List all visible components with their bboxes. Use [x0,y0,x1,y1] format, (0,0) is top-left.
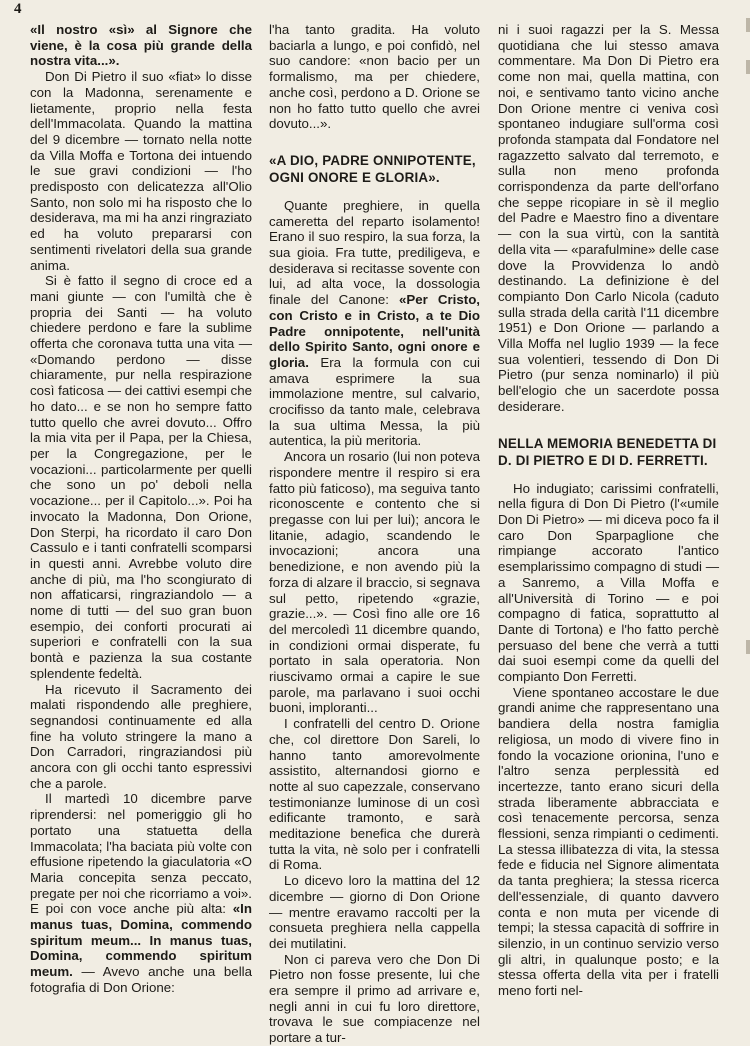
paragraph: Non ci pareva vero che Don Di Pietro non fosse presente, lui che era sempre il primo ad arrivare e, negli anni in cui fu loro direttore, trovava le sue compiacenze nel portare a tur- [269,951,480,1046]
opening-quote-text: «Il nostro «sì» al Signore che viene, è la cosa più grande della nostra vita...». [30,22,252,69]
paragraph: ni i suoi ragazzi per la S. Messa quotidiana che lui stesso amava commentare. Ma Don Di Pietro era come non mai, quella mattina, con noi, e sentivamo tanto vicino anche Don Orione mentre ci veniva così spontaneo indugiare sull'orma così profonda stampata dal Fondatore nel ragazzetto salvato dal terremoto, e sulla non meno profonda corrispondenza da parte dell'orfano che seppe ricopiare in sè il meglio del Padre e Maestro fino a diventare — con la sua virtù, con la santità della vita — «parafulmine» delle case dove la Provvidenza lo andò destinando. La definizione è del compianto Don Carlo Nicola (caduto sulla strada della carità l'11 dicembre 1951) e Don Orione — parlando a Villa Moffa nel luglio 1939 — la fece sua volentieri, tessendo di Don Di Pietro (pur senza nominarlo) il più bell'elogio che un sacerdote possa desiderare. [498,22,720,414]
paragraph: Don Di Pietro il suo «fiat» lo disse con la Madonna, serenamente e lietamente, proprio nella festa dell'Immacolata. Quando la mattina del 9 dicembre — tornato nella notte da Villa Moffa e Tortona dei intuendo le sue gravi condizioni — l'ho predisposto con delicatezza all'Olio Santo, non solo mi ha risposto che lo desiderava, ma mi ha anzi ringraziato ed ha voluto prepararsi con sentimenti rivelatori della sua grande anima. [30,69,252,273]
article-column-2 [269,22,480,1046]
section-heading: «A DIO, PADRE ONNIPOTENTE, OGNI ONORE E GLORIA». [269,152,476,185]
paragraph: Ho indugiato; carissimi confratelli, nella figura di Don Di Pietro (l'«umile Don Di Pietro» — mi diceva poco fa il caro Don Sparpaglione che rimpiange accorato l'antico esemplarissimo compagno di studi — a Sanremo, a Villa Moffa e all'Università di Torino — e poi compagno di fatica, soprattutto al Dante di Tortona) e l'ho fatto perchè persuaso del bene che verrà a tutti dai suoi esempi come da quelli del compianto Don Ferretti. [498,480,719,685]
paragraph-text: Era la formula con cui amava esprimere la sua immolazione mentre, sul calvario, crocifisso da tanto male, celebrava la sua ultima Messa, la più autentica, la più meritoria. [269,354,480,449]
paragraph [269,198,480,449]
paragraph: l'ha tanto gradita. Ha voluto baciarla a lungo, e poi confidò, nel suo candore: «non bacio per un formalismo, ma per chiedere, anche così, perdono a D. Orione se non ho fatto tutto quello che avrei dovuto...». [269,22,480,132]
article-column-1 [30,22,252,996]
page-number: 4 [14,1,22,17]
paragraph: Viene spontaneo accostare le due grandi anime che rappresentano una bandiera della nostra famiglia religiosa, un modo di vivere fino in fondo la vocazione orionina, l'uno e l'altro senza perplessità ed incertezze, tanto erano sicuri della strada liberamente abbracciata e così tenacemente percorsa, senza flessioni, senza rimpianti o cedimenti. La stessa illibatezza di vita, la stessa fede e fiducia nel Signore alimentata da tanta preghiera; la stessa ricerca dell'essenziale, di quanto davvero conta e non muta per vicende di tempi; la stessa capacità di soffrire in silenzio, in un continuo servizio verso gli altri, in qualunque posto; e la stessa offerta della vita per i fratelli meno forti nel- [498,684,719,999]
page-edge-mark [746,640,750,654]
paragraph: I confratelli del centro D. Orione che, col direttore Don Sareli, lo hanno tanto amorevolmente assistito, alternandosi giorno e notte al suo capezzale, conservano testimonianze luminose di un così edificante tramonto, e sarà meditazione benefica che durerà tutta la vita, nè solo per i confratelli di Roma. [269,716,480,873]
opening-quote [30,22,252,69]
article-column-3 [498,22,719,999]
paragraph-text: — Avevo anche una bella fotografia di Don Orione: [30,964,252,995]
paragraph-text: Quante preghiere, in quella cameretta del reparto isolamento! Erano il suo respiro, la sua forza, la sua gioia. Fra tutte, prediligeva, e desiderava si recitasse sovente con lui, ad alta voce, la dossologia finale del Canone: [269,197,480,308]
paragraph: Si è fatto il segno di croce ed a mani giunte — con l'umiltà che è propria dei Santi — ha voluto chiedere perdono e fare la sublime offerta che coronava tutta una vita — «Domando perdono — disse chiaramente, pur nella respirazione così faticosa — dei cattivi esempi che ho dato... e se non ho sempre fatto tutto quello che avrei dovuto... Offro la mia vita per il Papa, per la Chiesa, per la Congregazione, per le vocazioni... particolarmente per quelli che sono un po' deboli nella vocazione... per il Capitolo...». Poi ha invocato la Madonna, Don Orione, Don Sterpi, ha ricordato il caro Don Cassulo e i tanti confratelli scomparsi in questi anni. Avrebbe voluto dire anche di più, ma l'ho scongiurato di non affaticarsi, ringraziandolo — a nome di tutti — del suo gran buon esempio, dei conforti procurati ai superiori e confratelli con la sua bontà e pazienza la sua costante splendente fedeltà. [30,273,252,681]
paragraph: Ancora un rosario (lui non poteva rispondere mentre il respiro si era fatto più faticoso), ma seguiva tanto riconoscente e contento che si pregasse con lui per lui); ancora le litanie, adagio, scandendo le invocazioni; ancora una benedizione, e non avendo più la forza di alzare il braccio, si segnava sul petto, ripetendo «grazie, grazie...». — Così fino alle ore 16 del mercoledì 11 dicembre quando, in condizioni ormai disperate, fu portato in sala operatoria. Non riuscivamo ormai a capire le sue parole, ma parlavano i suoi occhi buoni, imploranti... [269,449,480,716]
paragraph: Ha ricevuto il Sacramento dei malati rispondendo alle preghiere, segnandosi continuamente ed alla fine ha voluto stringere la mano a Don Carradori, ringraziandosi più ancora con gli occhi tanto espressivi che a parole. [30,681,252,791]
paragraph: Lo dicevo loro la mattina del 12 dicembre — giorno di Don Orione — mentre eravamo raccolti per la consueta preghiera nella cappella dei mutilatini. [269,873,480,951]
doxology-quote: «Per Cristo, con Cristo e in Cristo, a te Dio Padre onnipotente, nell'unità dello Spirito Santo, ogni onore e gloria. [269,292,481,370]
page-edge-mark [746,60,750,74]
latin-invocation: «In manus tuas, Domina, commendo spiritum meum... In manus tuas, Domina, commendo spiritum meum. [30,901,252,980]
paragraph [30,791,252,995]
page-edge-mark [746,18,750,32]
section-heading: NELLA MEMORIA BENEDETTA DI D. DI PIETRO E DI D. FERRETTI. [498,435,717,468]
paragraph-text: Il martedì 10 dicembre parve riprendersi: nel pomeriggio gli ho portato una statuetta della Immacolata; l'ha baciata più volte con effusione ripetendo la giaculatoria «O Maria concepita senza peccato, pregate per noi che ricorriamo a voi». E poi con voce anche più alta: [30,791,252,917]
